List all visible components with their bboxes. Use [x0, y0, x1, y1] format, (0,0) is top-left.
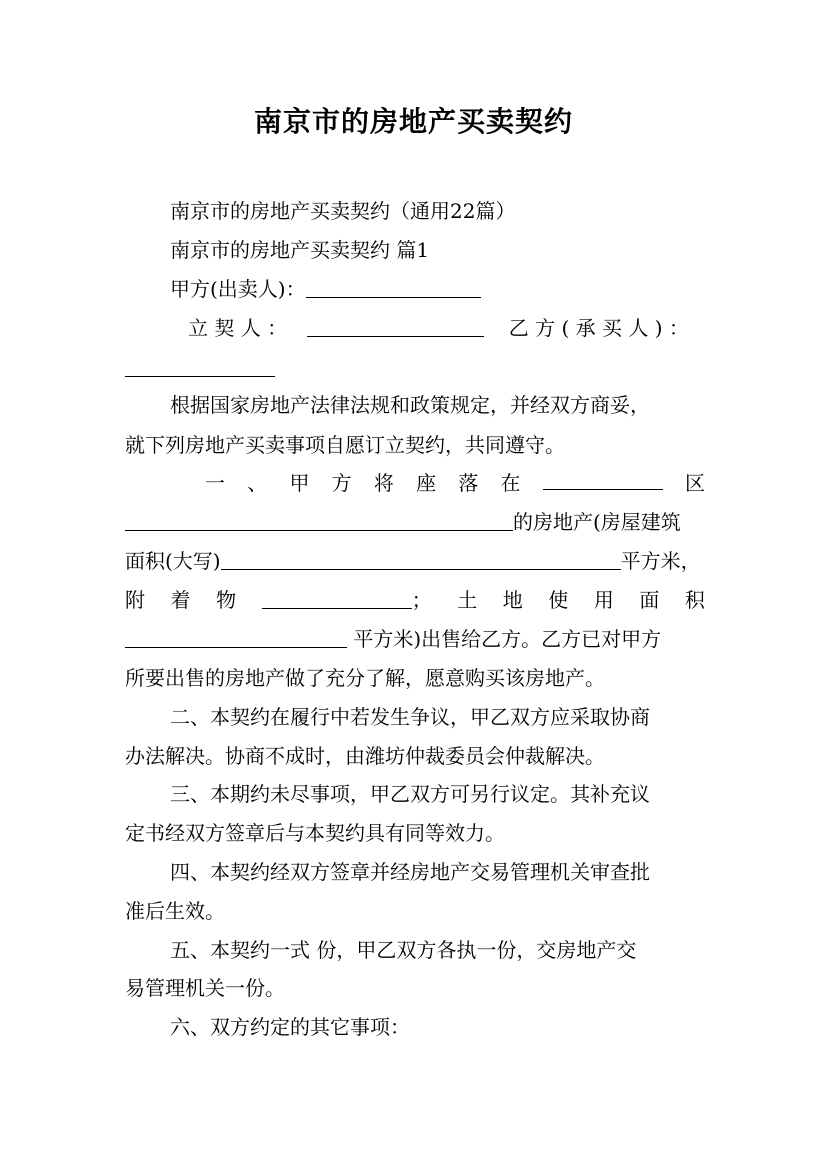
- clause4-line-1: 四、本契约经双方签章并经房地产交易管理机关审查批: [170, 860, 650, 884]
- sale-text: 平方米)出售给乙方。乙方已对甲方: [347, 627, 662, 651]
- witness-label: 立 契 人 ：: [188, 316, 288, 340]
- party-a-line: [170, 271, 705, 307]
- clause2-line-1: 二、本契约在履行中若发生争议，甲乙双方应采取协商: [170, 705, 650, 729]
- clause1-char: 将: [373, 471, 394, 495]
- clause1-char: 用: [593, 588, 614, 612]
- attachment-blank: [262, 584, 412, 609]
- semicolon: ；: [411, 588, 432, 612]
- property-text: 的房地产(房屋建筑: [513, 510, 681, 534]
- clause1-char: 甲: [289, 471, 310, 495]
- clause1-line-2: [125, 504, 705, 540]
- clause1-char: 使: [548, 588, 569, 612]
- clause1-char: 积: [684, 588, 705, 612]
- location-blank: [543, 465, 663, 490]
- intro-line-2: 就下列房地产买卖事项自愿订立契约，共同遵守。: [125, 433, 565, 457]
- party-b-blank: [125, 352, 275, 377]
- party-a-blank: [306, 273, 481, 298]
- party-b-line: [125, 350, 705, 386]
- party-b-label: 乙 方 ( 承 买 人 ) ：: [508, 316, 689, 340]
- district-label: 区: [684, 471, 705, 495]
- document-title: 南京市的房地产买卖契约: [253, 105, 573, 138]
- clause1-char: 着: [170, 588, 191, 612]
- clause1-char: 在: [500, 471, 521, 495]
- attachment-blank-group: [262, 582, 432, 618]
- party-a-label: 甲方(出卖人)：: [170, 277, 306, 301]
- clause3-line-2: 定书经双方签章后与本契约具有同等效力。: [125, 821, 505, 845]
- clause2-line-2: 办法解决。协商不成时，由潍坊仲裁委员会仲裁解决。: [125, 744, 605, 768]
- clause5-line-2: 易管理机关一份。: [125, 976, 285, 1000]
- clause4-line-2: 准后生效。: [125, 899, 225, 923]
- clause1-char: 、: [247, 471, 268, 495]
- witness-line: [188, 310, 705, 346]
- clause1-char: 落: [458, 471, 479, 495]
- clause1-line-4: [125, 582, 705, 618]
- clause1-char: 方: [331, 471, 352, 495]
- clause1-char: 一: [205, 471, 225, 495]
- clause1-char: 地: [502, 588, 523, 612]
- area-blank: [221, 545, 621, 570]
- land-area-blank: [125, 623, 347, 648]
- area-label: 面积(大写): [125, 549, 221, 573]
- document-subtitle: 南京市的房地产买卖契约（通用22篇）: [170, 199, 516, 223]
- clause3-line-1: 三、本期约未尽事项，甲乙双方可另行议定。其补充议: [170, 782, 650, 806]
- clause1-line-5: [125, 621, 705, 657]
- intro-line-1: 根据国家房地产法律法规和政策规定，并经双方商妥，: [170, 393, 650, 417]
- address-blank: [125, 506, 513, 531]
- clause1-char: 面: [639, 588, 660, 612]
- clause1-char: 土: [457, 588, 478, 612]
- clause1-char: 附: [125, 588, 145, 612]
- clause1-line-3: [125, 543, 705, 579]
- clause6-line-1: 六、双方约定的其它事项：: [170, 1015, 410, 1039]
- clause1-char: 座: [416, 471, 437, 495]
- section-heading: 南京市的房地产买卖契约 篇1: [170, 238, 430, 262]
- sqm-label: 平方米，: [620, 549, 701, 573]
- clause1-line-6: 所要出售的房地产做了充分了解，愿意购买该房地产。: [125, 666, 605, 690]
- clause1-line-1: [205, 465, 705, 501]
- clause1-char: 物: [216, 588, 237, 612]
- clause5-line-1: 五、本契约一式 份，甲乙双方各执一份，交房地产交: [170, 938, 637, 962]
- witness-blank: [307, 312, 484, 337]
